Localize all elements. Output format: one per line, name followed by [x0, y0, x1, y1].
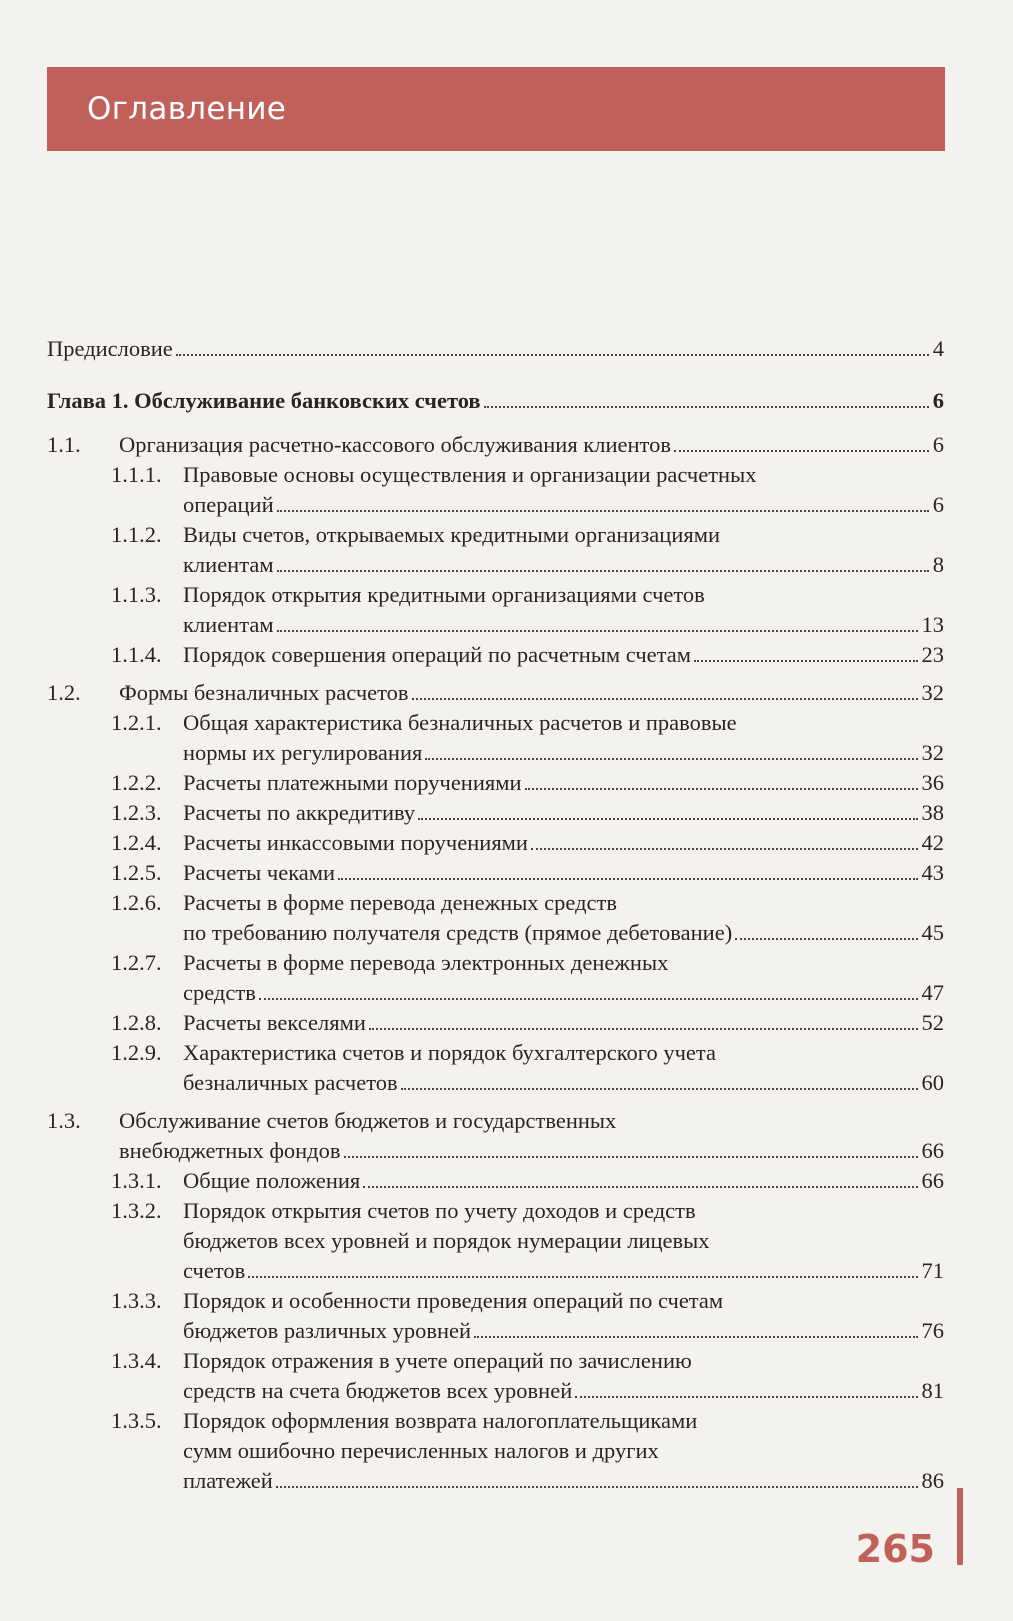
dot-leader — [401, 1088, 918, 1090]
dot-leader — [418, 818, 917, 820]
toc-entry-page: 60 — [921, 1070, 944, 1095]
toc-entry-page: 6 — [932, 432, 944, 457]
toc-entry-number: 1.2.3. — [111, 800, 162, 825]
toc-entry — [47, 1008, 944, 1038]
toc-entry-number: 1.2.4. — [111, 830, 162, 855]
toc-entry-number: 1.2. — [47, 680, 81, 705]
toc-entry-page: 81 — [921, 1378, 944, 1403]
dot-leader — [575, 1396, 917, 1398]
toc-entry-page: 45 — [921, 920, 944, 945]
toc-entry-title: бюджетов различных уровней — [183, 1318, 472, 1343]
toc-entry-title: Общие положения — [183, 1168, 361, 1193]
toc-entry-title: Правовые основы осуществления и организации расчетных — [183, 462, 757, 487]
toc-entry-title: нормы их регулирования — [183, 740, 423, 765]
toc-entry-number: 1.1. — [47, 432, 81, 457]
toc-entry — [47, 768, 944, 798]
toc-entry-title: Порядок открытия кредитными организациями счетов — [183, 582, 705, 607]
toc-entry-number: 1.1.3. — [111, 582, 162, 607]
toc-entry-page: 86 — [921, 1468, 944, 1493]
toc-entry-number: 1.1.2. — [111, 522, 162, 547]
toc-entry — [47, 386, 944, 416]
toc-entry-page: 43 — [921, 860, 944, 885]
dot-leader — [412, 698, 918, 700]
toc-entry — [47, 1346, 944, 1406]
toc-entry-page: 66 — [921, 1138, 944, 1163]
toc-entry-number: 1.3.5. — [111, 1408, 162, 1433]
dot-leader — [363, 1186, 917, 1188]
dot-leader — [277, 510, 929, 512]
toc-entry-title: Расчеты в форме перевода денежных средств — [183, 890, 618, 915]
toc-entry-title: Расчеты векселями — [183, 1010, 366, 1035]
toc-entry — [47, 678, 944, 708]
dot-leader — [176, 354, 929, 356]
toc-entry-title: платежей — [183, 1468, 273, 1493]
toc-entry — [47, 1286, 944, 1346]
dot-leader — [248, 1276, 917, 1278]
folio-bar — [957, 1488, 963, 1565]
toc-entry-title: Порядок открытия счетов по учету доходов и средств — [183, 1198, 696, 1223]
dot-leader — [259, 998, 918, 1000]
dot-leader — [694, 660, 918, 662]
toc-entry — [47, 1106, 944, 1166]
toc-entry — [47, 888, 944, 948]
toc-entry-page: 8 — [932, 552, 944, 577]
toc-entry-title: сумм ошибочно перечисленных налогов и других — [183, 1438, 659, 1463]
toc-entry-title: Общая характеристика безналичных расчетов и правовые — [183, 710, 737, 735]
toc-entry-title: операций — [183, 492, 274, 517]
toc-entry-page: 42 — [921, 830, 944, 855]
toc-entry — [47, 460, 944, 520]
dot-leader — [674, 450, 929, 452]
toc-entry-title: по требованию получателя средств (прямое дебетование) — [183, 920, 733, 945]
toc-entry-page: 71 — [921, 1258, 944, 1283]
toc-entry — [47, 948, 944, 1008]
dot-leader — [276, 1486, 918, 1488]
page-number: 265 — [855, 1527, 935, 1571]
dot-leader — [338, 878, 917, 880]
toc-entry-title: безналичных расчетов — [183, 1070, 398, 1095]
toc-entry-number: 1.2.9. — [111, 1040, 162, 1065]
dot-leader — [425, 758, 917, 760]
toc-entry — [47, 580, 944, 640]
toc-entry-page: 66 — [921, 1168, 944, 1193]
page-title: Оглавление — [87, 91, 287, 127]
toc-entry-title: средств на счета бюджетов всех уровней — [183, 1378, 573, 1403]
dot-leader — [344, 1156, 918, 1158]
toc-entry-title: Характеристика счетов и порядок бухгалтерского учета — [183, 1040, 716, 1065]
toc-entry-page: 32 — [921, 680, 944, 705]
dot-leader — [277, 570, 929, 572]
toc-entry-title: клиентам — [183, 552, 274, 577]
toc-entry-title: Расчеты платежными поручениями — [183, 770, 522, 795]
toc-entry-title: Формы безналичных расчетов — [119, 680, 409, 705]
toc-entry-number: 1.1.1. — [111, 462, 162, 487]
toc-entry-page: 36 — [921, 770, 944, 795]
toc-entry-page: 13 — [921, 612, 944, 637]
toc-entry-number: 1.2.2. — [111, 770, 162, 795]
toc-entry — [47, 708, 944, 768]
toc-entry-title: Обслуживание счетов бюджетов и государственных — [119, 1108, 617, 1133]
toc-entry-title: Расчеты в форме перевода электронных денежных — [183, 950, 669, 975]
toc-entry-number: 1.2.7. — [111, 950, 162, 975]
toc-entry — [47, 1196, 944, 1286]
toc-entry-title: Порядок совершения операций по расчетным счетам — [183, 642, 691, 667]
dot-leader — [531, 848, 918, 850]
table-of-contents — [47, 334, 944, 1496]
toc-entry-number: 1.1.4. — [111, 642, 162, 667]
dot-leader — [484, 406, 929, 408]
toc-entry — [47, 334, 944, 364]
toc-entry-title: счетов — [183, 1258, 246, 1283]
toc-entry-number: 1.3.1. — [111, 1168, 162, 1193]
toc-entry-number: 1.2.5. — [111, 860, 162, 885]
dot-leader — [735, 938, 917, 940]
toc-entry-number: 1.2.6. — [111, 890, 162, 915]
toc-entry-title: средств — [183, 980, 256, 1005]
toc-entry-title: Порядок и особенности проведения операций по счетам — [183, 1288, 724, 1313]
toc-entry — [47, 1166, 944, 1196]
toc-entry-title: бюджетов всех уровней и порядок нумерации лицевых — [183, 1228, 710, 1253]
toc-entry-title: клиентам — [183, 612, 274, 637]
toc-entry — [47, 520, 944, 580]
toc-entry-page: 47 — [921, 980, 944, 1005]
toc-entry-title: внебюджетных фондов — [119, 1138, 341, 1163]
toc-entry — [47, 1406, 944, 1496]
dot-leader — [525, 788, 918, 790]
toc-entry — [47, 1038, 944, 1098]
toc-entry-page: 38 — [921, 800, 944, 825]
toc-entry-number: 1.3.3. — [111, 1288, 162, 1313]
toc-entry-page: 76 — [921, 1318, 944, 1343]
toc-entry-page: 23 — [921, 642, 944, 667]
toc-entry-title: Расчеты инкассовыми поручениями — [183, 830, 528, 855]
toc-entry-page: 4 — [932, 336, 944, 361]
toc-entry — [47, 640, 944, 670]
toc-entry-title: Виды счетов, открываемых кредитными организациями — [183, 522, 720, 547]
dot-leader — [474, 1336, 917, 1338]
toc-entry-page: 32 — [921, 740, 944, 765]
dot-leader — [277, 630, 918, 632]
toc-entry-title: Порядок оформления возврата налогоплательщиками — [183, 1408, 698, 1433]
toc-entry-title: Расчеты по аккредитиву — [183, 800, 416, 825]
toc-entry-title: Предисловие — [47, 336, 173, 361]
toc-entry — [47, 798, 944, 828]
toc-entry-number: 1.3. — [47, 1108, 81, 1133]
toc-entry — [47, 828, 944, 858]
toc-entry-number: 1.2.8. — [111, 1010, 162, 1035]
toc-entry-title: Расчеты чеками — [183, 860, 336, 885]
toc-entry-number: 1.3.2. — [111, 1198, 162, 1223]
toc-entry-page: 6 — [932, 492, 944, 517]
toc-entry-title: Организация расчетно-кассового обслуживания клиентов — [119, 432, 671, 457]
dot-leader — [369, 1028, 918, 1030]
toc-entry-title: Глава 1. Обслуживание банковских счетов — [47, 388, 481, 413]
toc-entry — [47, 430, 944, 460]
toc-entry-page: 6 — [932, 388, 944, 413]
header-bar — [47, 67, 945, 151]
toc-entry-title: Порядок отражения в учете операций по зачислению — [183, 1348, 692, 1373]
toc-entry-number: 1.2.1. — [111, 710, 162, 735]
toc-entry-page: 52 — [921, 1010, 944, 1035]
toc-entry — [47, 858, 944, 888]
toc-entry-number: 1.3.4. — [111, 1348, 162, 1373]
